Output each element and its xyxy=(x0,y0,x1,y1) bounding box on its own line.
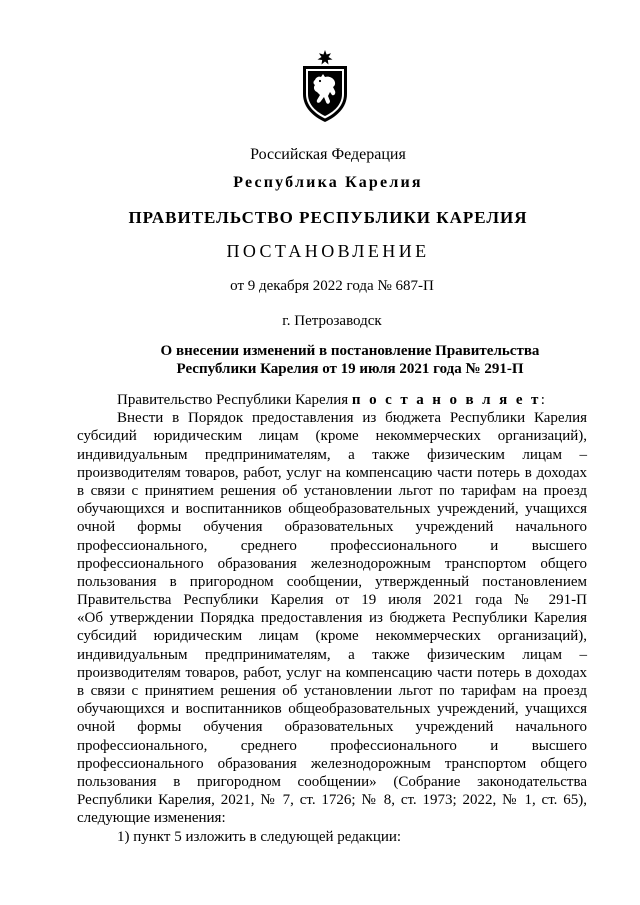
body-line: очной формы обучения образовательных учреждений начального xyxy=(77,719,587,736)
body-line: Республики Карелия, 2021, № 7, ст. 1726; № 8, ст. 1973; 2022, № 1, ст. 65), xyxy=(77,792,587,809)
opening-suffix: : xyxy=(540,392,545,408)
body-line: профессионального, среднего профессионального и высшего xyxy=(77,537,587,554)
list-item-1: 1) пункт 5 изложить в следующей редакции: xyxy=(117,828,402,845)
body-line: индивидуальным предпринимателям, а также физическим лицам – xyxy=(77,646,587,663)
body-line: субсидий юридическим лицам (кроме некоммерческих организаций), xyxy=(77,628,587,645)
karelia-coat-of-arms-icon xyxy=(297,50,353,124)
body-line: индивидуальным предпринимателям, а также физическим лицам – xyxy=(77,446,587,463)
body-line: в связи с принятием решения об установлении льгот по тарифам на проезд xyxy=(77,482,587,499)
body-line: «Об утверждении Порядка предоставления из бюджета Республики Карелия xyxy=(77,610,587,627)
government-title: ПРАВИТЕЛЬСТВО РЕСПУБЛИКИ КАРЕЛИЯ xyxy=(128,208,528,227)
document-type: ПОСТАНОВЛЕНИЕ xyxy=(226,241,430,261)
document-body xyxy=(77,391,587,846)
body-line: профессионального образования железнодорожным транспортом общего xyxy=(77,755,587,772)
subject-line-2: Республики Карелия от 19 июля 2021 года № 291-П xyxy=(176,361,524,377)
body-line: профессионального образования железнодорожным транспортом общего xyxy=(77,555,587,572)
body-line: следующие изменения: xyxy=(77,810,226,827)
body-line: в связи с принятием решения об установлении льгот по тарифам на проезд xyxy=(77,683,587,699)
body-line: пользования в пригородном сообщении, утвержденный постановлением xyxy=(77,573,587,590)
body-line: пользования в пригородном сообщении» (Собрание законодательства xyxy=(77,773,587,790)
body-line: производителям товаров, работ, услуг на компенсацию части потерь в доходах xyxy=(77,664,587,681)
body-line: обучающихся и воспитанников общеобразовательных учреждений, учащихся xyxy=(77,501,587,518)
body-line: Правительства Республики Карелия от 19 июля 2021 года № 291-П xyxy=(77,592,587,609)
body-line: субсидий юридическим лицам (кроме некоммерческих организаций), xyxy=(77,428,587,445)
body-line: обучающихся и воспитанников общеобразовательных учреждений, учащихся xyxy=(77,701,587,718)
body-line: Внести в Порядок предоставления из бюджета Республики Карелия xyxy=(117,410,587,427)
opening-paragraph xyxy=(77,391,587,409)
opening-keyword: п о с т а н о в л я е т xyxy=(351,392,541,408)
document-city: г. Петрозаводск xyxy=(282,313,382,329)
body-line: профессионального, среднего профессионального и высшего xyxy=(77,737,587,754)
document-subject xyxy=(140,342,560,378)
subject-line-1: О внесении изменений в постановление Правительства xyxy=(160,343,540,359)
opening-prefix: Правительство Республики Карелия xyxy=(117,392,352,408)
country-name: Российская Федерация xyxy=(250,146,406,163)
republic-name: Республика Карелия xyxy=(233,174,423,191)
document-dateline: от 9 декабря 2022 года № 687-П xyxy=(230,278,434,294)
body-line: очной формы обучения образовательных учреждений начального xyxy=(77,519,587,536)
body-line: производителям товаров, работ, услуг на компенсацию части потерь в доходах xyxy=(77,464,587,481)
